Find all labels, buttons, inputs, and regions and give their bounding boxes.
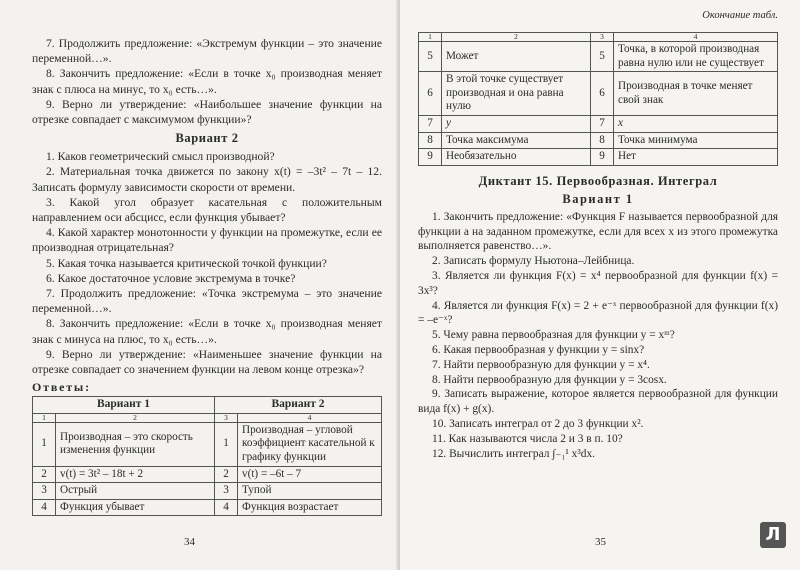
variant-heading: Вариант 1 — [562, 191, 634, 206]
table-cell: 7 — [419, 115, 442, 132]
column-number: 4 — [614, 33, 778, 42]
table-cell: v(t) = –6t – 7 — [238, 466, 382, 483]
table-cell: 9 — [591, 149, 614, 166]
table-row — [419, 115, 778, 132]
table-cell: 8 — [591, 132, 614, 149]
question-item: 10. Записать интеграл от 2 до 3 функции x². — [432, 417, 644, 430]
variant-heading: Вариант 2 — [175, 131, 239, 146]
column-number: 1 — [419, 33, 442, 42]
table-cell: 9 — [419, 149, 442, 166]
table-cell: 6 — [591, 72, 614, 116]
column-number: 3 — [591, 33, 614, 42]
table-cell: В этой точке существует производная и она равна нулю — [442, 72, 591, 116]
column-number: 3 — [215, 413, 238, 422]
answers-table — [32, 396, 382, 516]
question-item: 3. Является ли функция F(x) = x⁴ первообразной для функции f(x) = 3x³? — [418, 269, 778, 297]
table-cell: Точка минимума — [614, 132, 778, 149]
variant-1-questions — [418, 210, 778, 462]
column-number-row — [33, 413, 382, 422]
column-number: 4 — [238, 413, 382, 422]
question-item: 1. Каков геометрический смысл производной? — [46, 150, 275, 164]
table-header: Вариант 2 — [215, 397, 382, 414]
answers-table-continued — [418, 32, 778, 166]
table-cell: 4 — [215, 499, 238, 516]
question-item: 9. Записать выражение, которое является первообразной для функции вида f(x) + g(x). — [418, 388, 778, 416]
table-cell: 5 — [419, 42, 442, 72]
table-cell: 4 — [33, 499, 56, 516]
table-continuation-label: Окончание табл. — [702, 10, 778, 21]
question-item: 2. Материальная точка движется по закону x(t) = –3t² – 7t – 12. Записать формулу зависимости скорости от времени. — [32, 165, 382, 194]
table-cell: 2 — [215, 466, 238, 483]
table-row — [33, 466, 382, 483]
table-cell: Функция возрастает — [238, 499, 382, 516]
column-number: 1 — [33, 413, 56, 422]
items-top — [32, 36, 382, 127]
question-item: 11. Как называются числа 2 и 3 в п. 10? — [432, 432, 623, 445]
table-cell: 1 — [33, 422, 56, 466]
answers-label: Ответы: — [32, 380, 91, 395]
table-row — [33, 483, 382, 500]
question-item: 6. Какое достаточное условие экстремума в точке? — [46, 271, 296, 285]
table-cell: Может — [442, 42, 591, 72]
table-cell: Необязательно — [442, 149, 591, 166]
question-item: 3. Какой угол образует касательная с положительным направлением оси абсцисс, если функция убывает? — [32, 195, 382, 225]
page-number: 34 — [184, 536, 195, 548]
table-cell: v(t) = 3t² – 18t + 2 — [56, 466, 215, 483]
question-item: 1. Закончить предложение: «Функция F называется первообразной для функции a на заданном промежутке, если для всех x из этого промежутка выполняется равенство…». — [418, 210, 778, 253]
table-cell: Точка максимума — [442, 132, 591, 149]
table-cell: 7 — [591, 115, 614, 132]
column-number: 2 — [442, 33, 591, 42]
table-row — [419, 42, 778, 72]
question-item: 9. Верно ли утверждение: «Наименьшее значение функции на отрезке совпадает со значением функции на левом конце отрезка»? — [32, 347, 382, 377]
question-item: 7. Найти первообразную для функции y = x⁴. — [432, 358, 650, 371]
table-cell: Точка, в которой производная равна нулю или не существует — [614, 42, 778, 72]
question-item: 7. Продолжить предложение: «Точка экстремума – это значение переменной…». — [32, 287, 382, 316]
question-item: 7. Продолжить предложение: «Экстремум функции – это значение переменной…». — [32, 37, 382, 66]
question-item: 12. Вычислить интеграл ∫₋₁¹ x³dx. — [432, 447, 596, 460]
question-item: 6. Какая первообразная у функции y = sinx? — [432, 343, 645, 356]
table-cell: x — [614, 115, 778, 132]
table-cell: 5 — [591, 42, 614, 72]
table-cell: 3 — [215, 483, 238, 500]
table-cell: Производная – угловой коэффициент касательной к графику функции — [238, 422, 382, 466]
table-cell: Производная в точке меняет свой знак — [614, 72, 778, 116]
question-item: 8. Найти первообразную для функции y = 3cosx. — [432, 373, 667, 386]
right-page — [400, 0, 800, 570]
question-item: 8. Закончить предложение: «Если в точке x₀ производная меняет знак с минуса на плюс, то x₀ есть…». — [32, 317, 382, 346]
table-row — [33, 422, 382, 466]
question-item: 2. Записать формулу Ньютона–Лейбница. — [432, 255, 635, 268]
table-cell: 8 — [419, 132, 442, 149]
table-cell: Нет — [614, 149, 778, 166]
table-cell: y — [442, 115, 591, 132]
question-item: 4. Какой характер монотонности у функции на промежутке, если ее производная отрицательная? — [32, 226, 382, 255]
table-cell: Производная – это скорость изменения функции — [56, 422, 215, 466]
table-header: Вариант 1 — [33, 397, 215, 414]
publisher-logo: Л — [760, 522, 786, 548]
dictation-heading: Диктант 15. Первообразная. Интеграл — [478, 173, 718, 188]
table-cell: Функция убывает — [56, 499, 215, 516]
question-item: 9. Верно ли утверждение: «Наибольшее значение функции на отрезке совпадает с максимумом функции»? — [32, 97, 382, 127]
table-cell: 2 — [33, 466, 56, 483]
table-cell: 6 — [419, 72, 442, 116]
page-number: 35 — [595, 536, 606, 548]
table-row — [419, 132, 778, 149]
table-cell: Тупой — [238, 483, 382, 500]
table-row — [419, 149, 778, 166]
table-cell: 1 — [215, 422, 238, 466]
variant-2-questions — [32, 149, 382, 377]
table-cell: Острый — [56, 483, 215, 500]
table-row — [33, 499, 382, 516]
question-item: 4. Является ли функция F(x) = 2 + e⁻ˣ первообразной для функции f(x) = –e⁻ˣ? — [418, 299, 778, 327]
column-number-row — [419, 33, 778, 42]
table-row — [419, 72, 778, 116]
question-item: 5. Чему равна первообразная для функции y = xᵐ? — [432, 329, 675, 342]
question-item: 5. Какая точка называется критической точкой функции? — [46, 256, 327, 270]
column-number: 2 — [56, 413, 215, 422]
question-item: 8. Закончить предложение: «Если в точке x₀ производная меняет знак с плюса на минус, то x₀ есть…». — [32, 67, 382, 96]
table-cell: 3 — [33, 483, 56, 500]
